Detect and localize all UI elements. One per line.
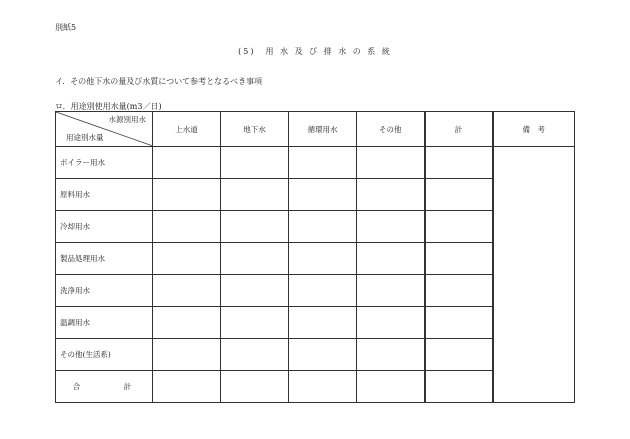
corner-cell [56, 112, 153, 147]
table-cell[interactable] [357, 275, 425, 307]
table-cell[interactable] [289, 275, 357, 307]
table-cell[interactable] [153, 371, 221, 403]
row-label: その他(生活系) [56, 339, 153, 371]
column-header: 計 [425, 112, 493, 147]
annex-label: 別紙5 [55, 23, 77, 32]
table-cell[interactable] [153, 179, 221, 211]
section-title: (5) 用 水 及 び 排 水 の 系 統 [238, 47, 392, 56]
table-cell[interactable] [153, 339, 221, 371]
table-cell[interactable] [289, 179, 357, 211]
table-cell[interactable] [425, 307, 493, 339]
table-cell[interactable] [357, 147, 425, 179]
row-label: ボイラー用水 [56, 147, 153, 179]
section-i-heading: イ．その他下水の量及び水質について参考となるべき事項 [55, 77, 263, 86]
column-header: 地下水 [221, 112, 289, 147]
column-header: 上水道 [153, 112, 221, 147]
table-cell[interactable] [425, 147, 493, 179]
table-cell[interactable] [425, 275, 493, 307]
table-cell[interactable] [221, 275, 289, 307]
table-cell[interactable] [289, 211, 357, 243]
table-cell[interactable] [357, 371, 425, 403]
table-cell[interactable] [357, 179, 425, 211]
row-label: 洗浄用水 [56, 275, 153, 307]
table-cell[interactable] [289, 371, 357, 403]
row-label: 原料用水 [56, 179, 153, 211]
table-row [56, 147, 575, 179]
table-cell[interactable] [153, 211, 221, 243]
column-header: 循環用水 [289, 112, 357, 147]
table-header-row [56, 112, 575, 147]
corner-top-label: 水源別用水 [108, 115, 146, 124]
table-cell[interactable] [221, 339, 289, 371]
table-cell[interactable] [221, 243, 289, 275]
table-cell[interactable] [289, 339, 357, 371]
table-cell[interactable] [221, 179, 289, 211]
table-cell[interactable] [221, 211, 289, 243]
table-cell[interactable] [425, 179, 493, 211]
row-label: 温調用水 [56, 307, 153, 339]
table-cell[interactable] [221, 371, 289, 403]
table-cell[interactable] [221, 307, 289, 339]
column-header: その他 [357, 112, 425, 147]
table-cell[interactable] [357, 243, 425, 275]
table-cell[interactable] [153, 275, 221, 307]
table-cell[interactable] [357, 339, 425, 371]
corner-bottom-label: 用途別水量 [66, 133, 104, 142]
table-cell[interactable] [425, 371, 493, 403]
table-cell[interactable] [357, 211, 425, 243]
table-cell[interactable] [221, 147, 289, 179]
water-usage-table [55, 111, 575, 403]
table-cell[interactable] [425, 243, 493, 275]
table-cell[interactable] [153, 307, 221, 339]
section-ro-heading: ロ．用途別使用水量(m3／日) [55, 102, 162, 111]
total-label: 合 計 [56, 371, 153, 403]
table-cell[interactable] [425, 339, 493, 371]
row-label: 冷却用水 [56, 211, 153, 243]
table-cell[interactable] [357, 307, 425, 339]
table-cell[interactable] [153, 147, 221, 179]
table-cell[interactable] [289, 307, 357, 339]
table-cell[interactable] [289, 147, 357, 179]
table-cell[interactable] [425, 211, 493, 243]
table-cell[interactable] [153, 243, 221, 275]
remarks-cell[interactable] [493, 147, 575, 403]
column-header: 備 考 [493, 112, 575, 147]
table-cell[interactable] [289, 243, 357, 275]
row-label: 製品処理用水 [56, 243, 153, 275]
